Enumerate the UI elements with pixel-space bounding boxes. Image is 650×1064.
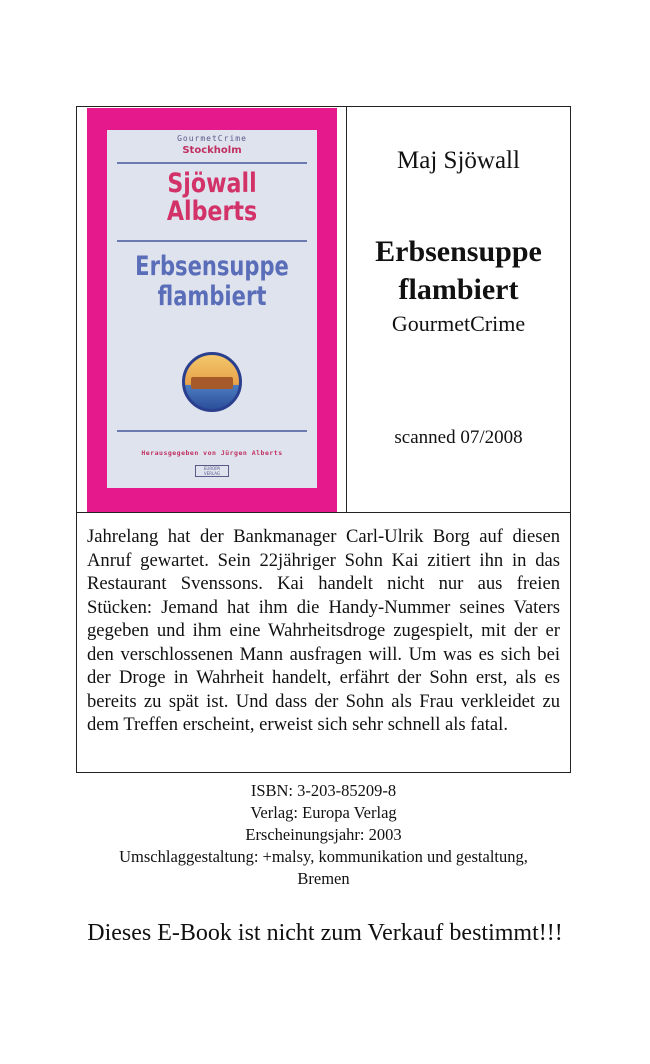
book-title-line2: flambiert — [398, 273, 519, 306]
cover-editor: Herausgegeben von Jürgen Alberts — [141, 449, 283, 457]
cover-emblem-icon — [182, 352, 242, 412]
isbn: ISBN: 3-203-85209-8 — [250, 781, 397, 800]
cover-publisher-mark: EUROPA VERLAG — [195, 465, 229, 477]
cover-divider — [117, 162, 307, 164]
publication-year: Erscheinungsjahr: 2003 — [245, 825, 402, 844]
cover-panel — [107, 130, 317, 488]
cover-city: Stockholm — [182, 145, 242, 156]
author-name: Maj Sjöwall — [397, 147, 520, 174]
cover-title-line1: Erbsensuppe — [135, 251, 289, 282]
cover-cell — [77, 107, 347, 512]
publisher: Verlag: Europa Verlag — [250, 803, 397, 822]
book-title-line1: Erbsensuppe — [375, 235, 542, 268]
cover-design-credit-city: Bremen — [297, 869, 350, 888]
book-cover-image — [87, 108, 337, 512]
cover-divider — [117, 430, 307, 432]
cover-author-line2: Alberts — [166, 196, 258, 227]
book-info-frame — [76, 106, 571, 773]
disclaimer: Dieses E-Book ist nicht zum Verkauf bestimmt!!! — [87, 920, 563, 946]
series-name: GourmetCrime — [391, 311, 526, 336]
publication-details — [76, 780, 571, 890]
cover-title-line2: flambiert — [157, 281, 267, 312]
scan-note: scanned 07/2008 — [394, 427, 523, 448]
title-cell — [347, 107, 570, 512]
book-blurb: Jahrelang hat der Bankmanager Carl-Ulrik Borg auf diesen Anruf gewartet. Sein 22jähriger Sohn Kai zitiert ihn in das Restaurant Svenssons. Kai handelt nicht nur aus freien Stücken: Jemand hat ihm die Handy-Nummer seines Vaters gegeben und ihm eine Wahrheitsdroge zugespielt, mit der er den verschlossenen Mann ausfragen will. Um was es sich bei der Droge in Wahrheit handelt, erfährt der Sohn erst, als es bereits zu spät ist. Und dass der Sohn als Frau verkleidet zu dem Treffen erscheint, erweist sich sehr schnell als fatal. — [87, 526, 560, 735]
cover-divider — [117, 240, 307, 242]
cover-author-line1: Sjöwall — [167, 168, 257, 199]
book-title — [347, 233, 570, 309]
cover-series: GourmetCrime — [177, 134, 247, 143]
header-row — [77, 107, 570, 513]
cover-design-credit: Umschlaggestaltung: +malsy, kommunikation und gestaltung, — [119, 847, 528, 866]
